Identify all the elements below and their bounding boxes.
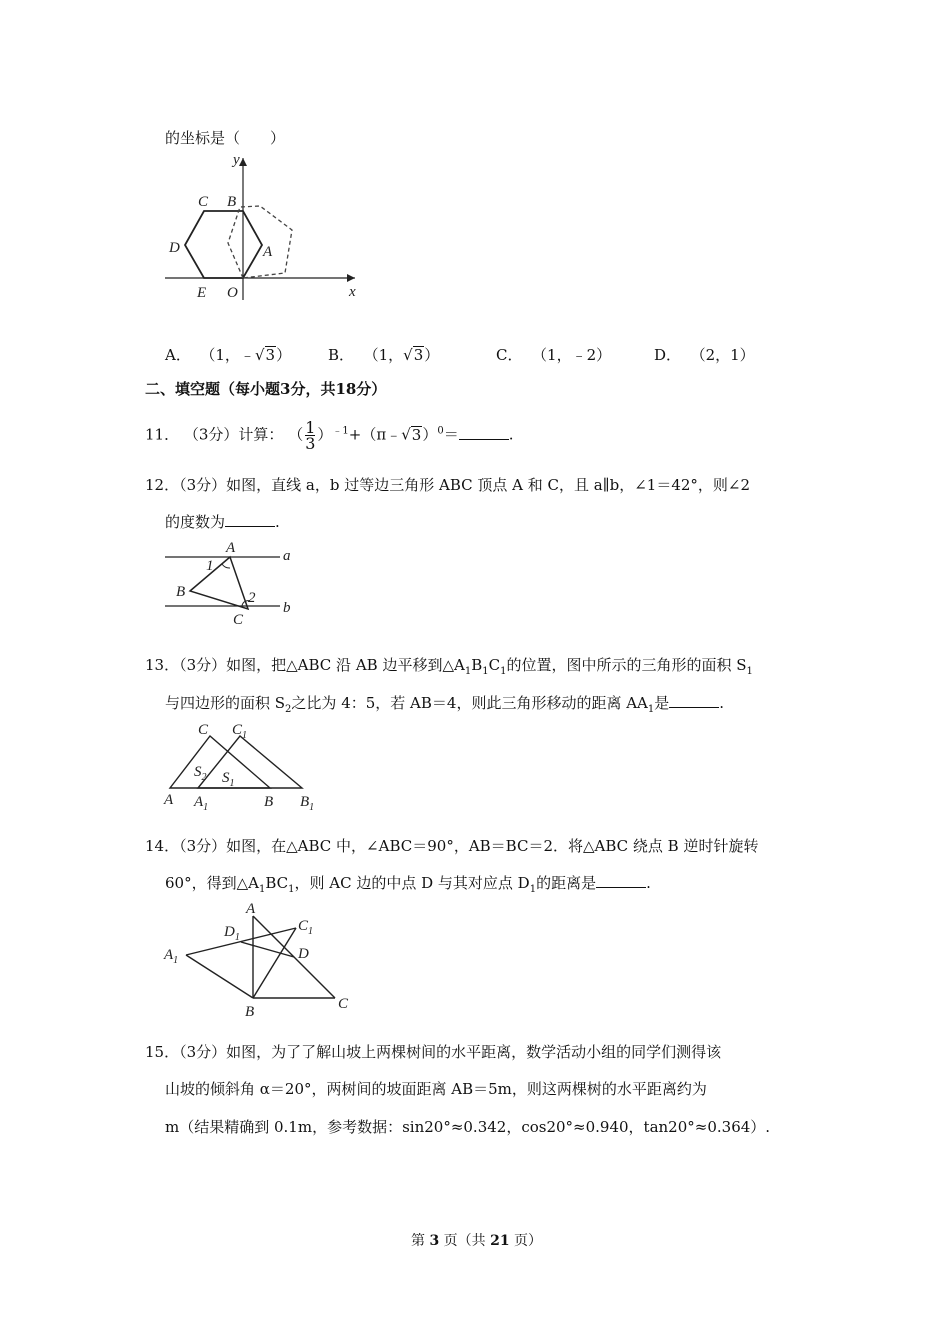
label-A: A: [226, 540, 236, 556]
label-2: 2: [248, 590, 256, 606]
label-A1: $A_1$: [194, 794, 209, 813]
label-C: C: [338, 996, 349, 1012]
q12-answer-blank: [225, 526, 275, 527]
label-S1: $S_1$: [222, 770, 235, 789]
label-B1: $B_1$: [300, 794, 315, 813]
label-1: 1: [206, 558, 214, 574]
label-A1: $A_1$: [164, 947, 179, 966]
q11-fraction: $\frac{1}{3}$: [305, 418, 316, 453]
label-E: E: [197, 285, 207, 301]
q14-line1: 14．（3分）如图，在△ABC 中，∠ABC＝90°，AB＝BC＝2．将△ABC 绕点 B 逆时针旋转: [145, 837, 759, 855]
label-C: C: [198, 722, 209, 738]
label-A: A: [246, 901, 256, 917]
q13-line1: 13．（3分）如图，把△ABC 沿 AB 边平移到$\triangle A_1B_1C_1$的位置，图中所示的三角形的面积 $S_1$: [145, 656, 753, 677]
q11: 11． （3分）计算： （ $\frac{1}{3}$ ）$^{﹣1}$+（π﹣√3）$^0$＝ .: [145, 418, 514, 453]
label-x: x: [349, 284, 356, 300]
q10-option-a: A． （1，﹣√3）: [165, 346, 292, 364]
q11-score: （3分）计算：: [183, 425, 284, 444]
label-B: B: [245, 1004, 255, 1020]
q11-answer-blank: [459, 439, 509, 440]
q15-line2: 山坡的倾斜角 α＝20°，两树间的坡面距离 AB＝5m，则这两棵树的水平距离约为: [165, 1080, 707, 1098]
label-B: B: [227, 194, 237, 210]
label-O: O: [227, 285, 238, 301]
label-C: C: [198, 194, 209, 210]
label-A: A: [263, 244, 273, 260]
label-D1: $D_1$: [224, 924, 240, 943]
q15-line3: m（结果精确到 0.1m，参考数据：sin20°≈0.342，cos20°≈0.940，tan20°≈0.364）.: [165, 1118, 771, 1136]
q14-rotation-figure: [160, 898, 360, 1023]
label-a: a: [283, 548, 291, 564]
q10-option-c: C． （1，﹣2）: [496, 346, 612, 364]
label-D: D: [298, 946, 309, 962]
q11-num: 11．: [145, 425, 180, 444]
q13-translation-figure: [160, 718, 325, 813]
label-y: y: [233, 152, 240, 168]
label-B: B: [264, 794, 274, 810]
q15-line1: 15．（3分）如图，为了了解山坡上两棵树间的水平距离，数学活动小组的同学们测得该: [145, 1043, 722, 1061]
label-S2: $S_2$: [194, 764, 207, 783]
label-C1: $C_1$: [298, 918, 314, 937]
label-B: B: [176, 584, 186, 600]
q12-line2: 的度数为 .: [165, 513, 280, 531]
label-C1: $C_1$: [232, 722, 248, 741]
label-C: C: [233, 612, 244, 628]
q12-line1: 12．（3分）如图，直线 a，b 过等边三角形 ABC 顶点 A 和 C，且 a∥b，∠1＝42°，则∠2: [145, 476, 751, 494]
label-b: b: [283, 600, 291, 616]
q14-answer-blank: [596, 887, 646, 888]
section-heading: 二、填空题（每小题3分，共18分）: [145, 380, 387, 398]
q14-line2: 60°，得到$\triangle A_1BC_1$，则 AC 边的中点 D 与其对应点 $D_1$的距离是 .: [165, 874, 651, 895]
q10-option-b: B． （1，√3）: [328, 346, 440, 364]
q10-option-d: D． （2，1）: [654, 346, 755, 364]
q13-line2: 与四边形的面积 $S_2$之比为 4：5，若 AB＝4，则此三角形移动的距离 $AA_1$是 .: [165, 694, 725, 715]
q13-answer-blank: [669, 707, 719, 708]
q10-hexagon-figure: [155, 150, 375, 305]
label-A: A: [164, 792, 174, 808]
q12-triangle-figure: [160, 538, 300, 630]
label-D: D: [169, 240, 180, 256]
q10-stem-tail: 的坐标是（ ）: [165, 129, 286, 147]
page-footer: 第 3 页（共 21 页）: [411, 1233, 543, 1249]
